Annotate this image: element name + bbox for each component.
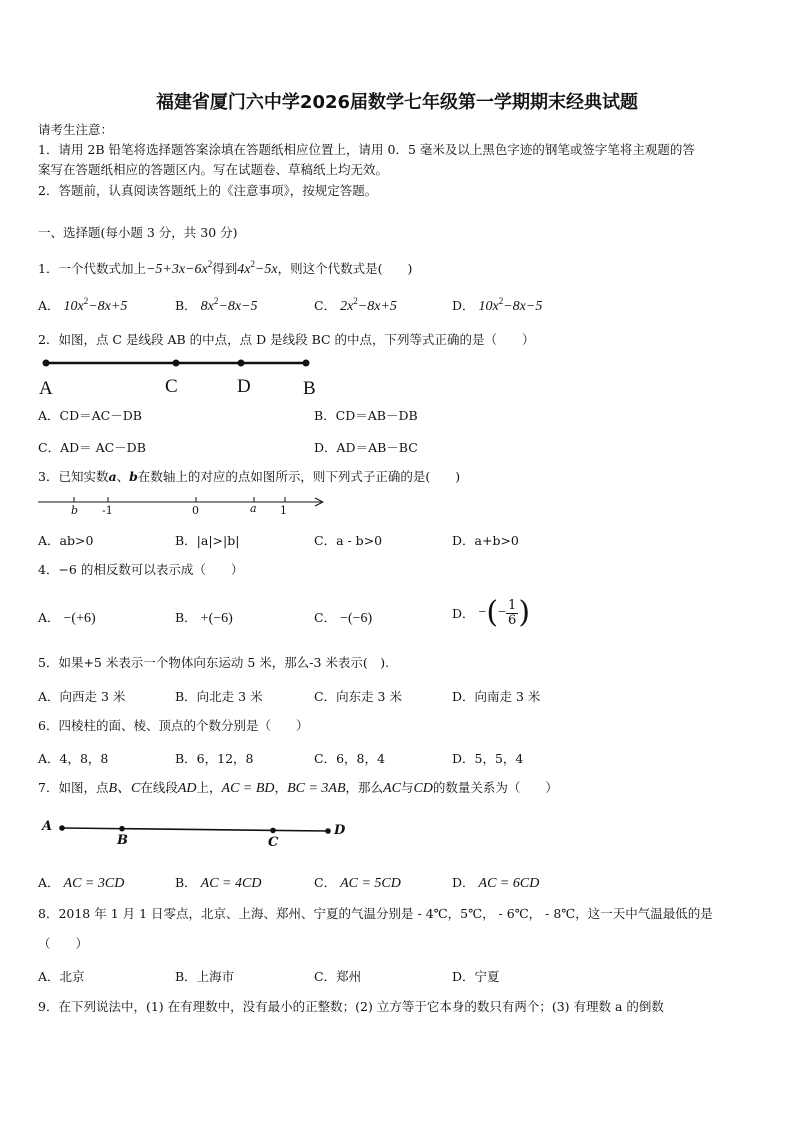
notice-title: 请考生注意： [38, 122, 114, 137]
q7-label-a: A [42, 819, 53, 834]
q1-mid: 得到 [212, 261, 238, 276]
q2-label-a: A [39, 378, 53, 399]
question-1 [38, 256, 412, 278]
q3-label-neg1: -1 [102, 504, 113, 517]
q2-label-c: C [165, 376, 178, 397]
q7-segment-figure [56, 820, 336, 840]
q3-option-c: C．a - b>0 [314, 533, 383, 548]
q2-option-b: B．CD＝AB－DB [314, 408, 418, 423]
q7-label-b: B [117, 833, 128, 848]
q8-option-c: C．郑州 [314, 969, 362, 984]
q5-option-a: A．向西走 3 米 [38, 689, 126, 704]
q1-post: ，则这个代数式是( ) [277, 261, 413, 276]
notice-line-1b: 案写在答题纸相应的答题区内。写在试题卷、草稿纸上均无效。 [38, 162, 389, 177]
q8-option-b: B．上海市 [175, 969, 235, 984]
question-4: 4．−6 的相反数可以表示成（ ） [38, 562, 244, 577]
question-6: 6．四棱柱的面、棱、顶点的个数分别是（ ） [38, 718, 309, 733]
q4-option-b: B． +(−6) [175, 610, 233, 626]
q5-option-c: C．向东走 3 米 [314, 689, 402, 704]
question-8-line-1: 8．2018 年 1 月 1 日零点，北京、上海、郑州、宁夏的气温分别是 - 4℃，5℃， - 6℃， - 8℃，这一天中气温最低的是 [38, 906, 713, 921]
q6-option-c: C．6，8，4 [314, 751, 385, 766]
section-heading: 一、选择题(每小题 3 分，共 30 分) [38, 225, 238, 240]
notice-line-1: 1．请用 2B 铅笔将选择题答案涂填在答题纸相应位置上，请用 0．5 毫米及以上黑色字迹的钢笔或签字笔将主观题的答 [38, 142, 695, 157]
q6-option-a: A．4，8，8 [38, 751, 109, 766]
q6-option-d: D．5，5，4 [452, 751, 524, 766]
question-2: 2．如图，点 C 是线段 AB 的中点，点 D 是线段 BC 的中点，下列等式正确的是（ ） [38, 332, 535, 347]
q3-option-b: B．|a|>|b| [175, 533, 240, 548]
q2-label-d: D [237, 376, 251, 397]
q7-segment-line [62, 828, 328, 831]
q7-point-c [270, 828, 276, 834]
q1-option-a: A． $10x^2-8x+5$ [38, 296, 128, 314]
question-3: 3．已知实数a、b在数轴上的对应的点如图所示，则下列式子正确的是( ) [38, 469, 461, 484]
question-9-line-1: 9．在下列说法中，(1) 在有理数中，没有最小的正整数；(2) 立方等于它本身的数只有两个；(3) 有理数 a 的倒数 [38, 999, 664, 1014]
question-7: 7．如图，点B、C在线段AD上，AC = BD，BC = 3AB，那么AC与CD的数量关系为（ ） [38, 780, 558, 796]
q8-option-d: D．宁夏 [452, 969, 500, 984]
q7-label-c: C [268, 835, 279, 850]
q1-expr1: $-5+3x-6x^2$ [145, 259, 213, 277]
q4-option-a: A． −(+6) [38, 610, 96, 626]
q5-option-d: D．向南走 3 米 [452, 689, 541, 704]
q2-label-b: B [303, 378, 316, 399]
q2-option-c: C．AD＝ AC－DB [38, 440, 146, 455]
q7-option-c: C． AC = 5CD [314, 875, 401, 891]
q7-label-d: D [334, 823, 346, 838]
q1-option-d: D． $10x^2-8x-5$ [452, 296, 543, 314]
q1-pre: 1．一个代数式加上 [38, 261, 146, 276]
q6-option-b: B．6，12，8 [175, 751, 254, 766]
question-8-line-2: （ ） [38, 936, 89, 951]
q5-option-b: B．向北走 3 米 [175, 689, 263, 704]
q7-point-b [119, 826, 125, 832]
q3-option-d: D．a+b>0 [452, 533, 519, 548]
q3-label-a: a [250, 502, 257, 515]
q8-option-a: A．北京 [38, 969, 85, 984]
q4-option-c: C． −(−6) [314, 610, 373, 626]
q1-option-c: C． $2x^2-8x+5$ [314, 296, 397, 314]
q1-option-b: B． $8x^2-8x-5$ [175, 296, 258, 314]
q2-point-d [238, 360, 245, 367]
notice-line-2: 2．答题前，认真阅读答题纸上的《注意事项》，按规定答题。 [38, 183, 378, 198]
q7-option-b: B． AC = 4CD [175, 875, 262, 891]
q2-point-c [173, 360, 180, 367]
q2-segment-figure [38, 354, 328, 398]
q2-option-d: D．AD＝AB－BC [314, 440, 418, 455]
q4-option-d: D． −(− $\frac{1}{6}$ ) [452, 595, 531, 630]
q4-fraction: $\frac{1}{6}$ [508, 597, 517, 628]
q2-point-b [303, 360, 310, 367]
q7-option-a: A． AC = 3CD [38, 875, 125, 891]
q7-option-d: D． AC = 6CD [452, 875, 540, 891]
q1-expr2: $4x^2-5x$ [237, 259, 278, 277]
q7-point-d [325, 828, 331, 834]
q3-option-a: A．ab>0 [38, 533, 94, 548]
q3-label-1: 1 [280, 504, 287, 517]
q2-option-a: A．CD＝AC－DB [38, 408, 142, 423]
q7-point-a [59, 825, 65, 831]
question-5: 5．如果+5 米表示一个物体向东运动 5 米，那么-3 米表示( ). [38, 655, 390, 670]
q3-label-b: b [71, 504, 79, 517]
page-title: 福建省厦门六中学2026届数学七年级第一学期期末经典试题 [155, 92, 639, 113]
q3-label-0: 0 [192, 504, 199, 517]
q2-point-a [43, 360, 50, 367]
